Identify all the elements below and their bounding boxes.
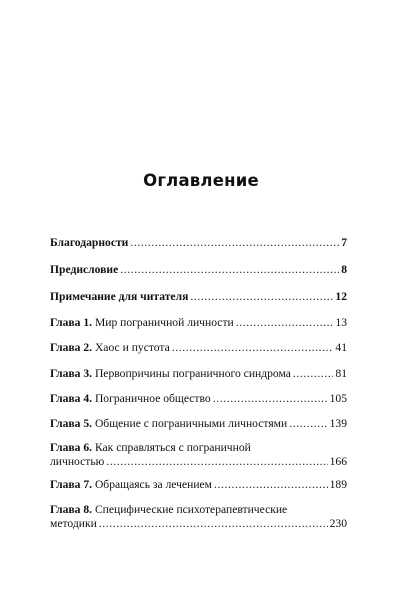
toc-entry-chapter-6	[50, 441, 347, 469]
toc-entry-chapter-5	[50, 417, 347, 431]
entry-title: Мир пограничной личности	[94, 316, 234, 329]
toc-entry-preface	[50, 263, 347, 277]
entry-title: Специфические психотерапевтические	[94, 503, 288, 516]
chapter-label: Глава 5.	[50, 417, 93, 430]
entry-page-number: 230	[329, 517, 347, 530]
entry-page-number: 8	[341, 263, 347, 276]
toc-entry-chapter-4	[50, 392, 347, 406]
entry-title: Предисловие	[50, 263, 119, 276]
entry-page-number: 81	[335, 367, 347, 380]
entry-page-number: 189	[329, 478, 347, 491]
entry-title: Хаос и пустота	[94, 341, 170, 354]
entry-title: Как справляться с пограничной	[94, 441, 251, 454]
leader-dots	[289, 417, 327, 431]
chapter-label: Глава 8.	[50, 503, 93, 516]
toc-entry-chapter-1	[50, 316, 347, 330]
entry-page-number: 12	[335, 290, 347, 303]
entry-page-number: 166	[329, 455, 347, 468]
leader-dots	[99, 517, 328, 531]
chapter-label: Глава 4.	[50, 392, 93, 405]
leader-dots	[130, 236, 339, 250]
toc-title: Оглавление	[143, 171, 259, 190]
leader-dots	[293, 367, 333, 381]
leader-dots	[236, 316, 334, 330]
leader-dots	[172, 341, 334, 355]
entry-title: Обращаясь за лечением	[94, 478, 213, 491]
chapter-label: Глава 1.	[50, 316, 93, 329]
leader-dots	[120, 263, 339, 277]
chapter-label: Глава 6.	[50, 441, 93, 454]
entry-title: Общение с пограничными личностями	[94, 417, 288, 430]
chapter-label: Глава 2.	[50, 341, 93, 354]
entry-title-continuation: личностью	[50, 455, 105, 468]
entry-title: Первопричины пограничного синдрома	[94, 367, 291, 380]
entry-title: Пограничное общество	[94, 392, 211, 405]
entry-title-continuation: методики	[50, 517, 97, 530]
leader-dots	[214, 478, 328, 492]
chapter-label: Глава 3.	[50, 367, 93, 380]
leader-dots	[213, 392, 328, 406]
chapter-label: Глава 7.	[50, 478, 93, 491]
toc-entry-acknowledgements	[50, 236, 347, 250]
entry-page-number: 105	[329, 392, 347, 405]
toc-entry-reader-note	[50, 290, 347, 304]
leader-dots	[190, 290, 333, 304]
leader-dots	[106, 455, 327, 469]
toc-entry-chapter-8	[50, 503, 347, 531]
toc-entry-chapter-2	[50, 341, 347, 355]
entry-page-number: 41	[335, 341, 347, 354]
entry-page-number: 13	[335, 316, 347, 329]
toc-entry-chapter-7	[50, 478, 347, 492]
entry-title: Благодарности	[50, 236, 129, 249]
toc-entry-chapter-3	[50, 367, 347, 381]
entry-title: Примечание для читателя	[50, 290, 189, 303]
entry-page-number: 139	[329, 417, 347, 430]
entry-page-number: 7	[341, 236, 347, 249]
